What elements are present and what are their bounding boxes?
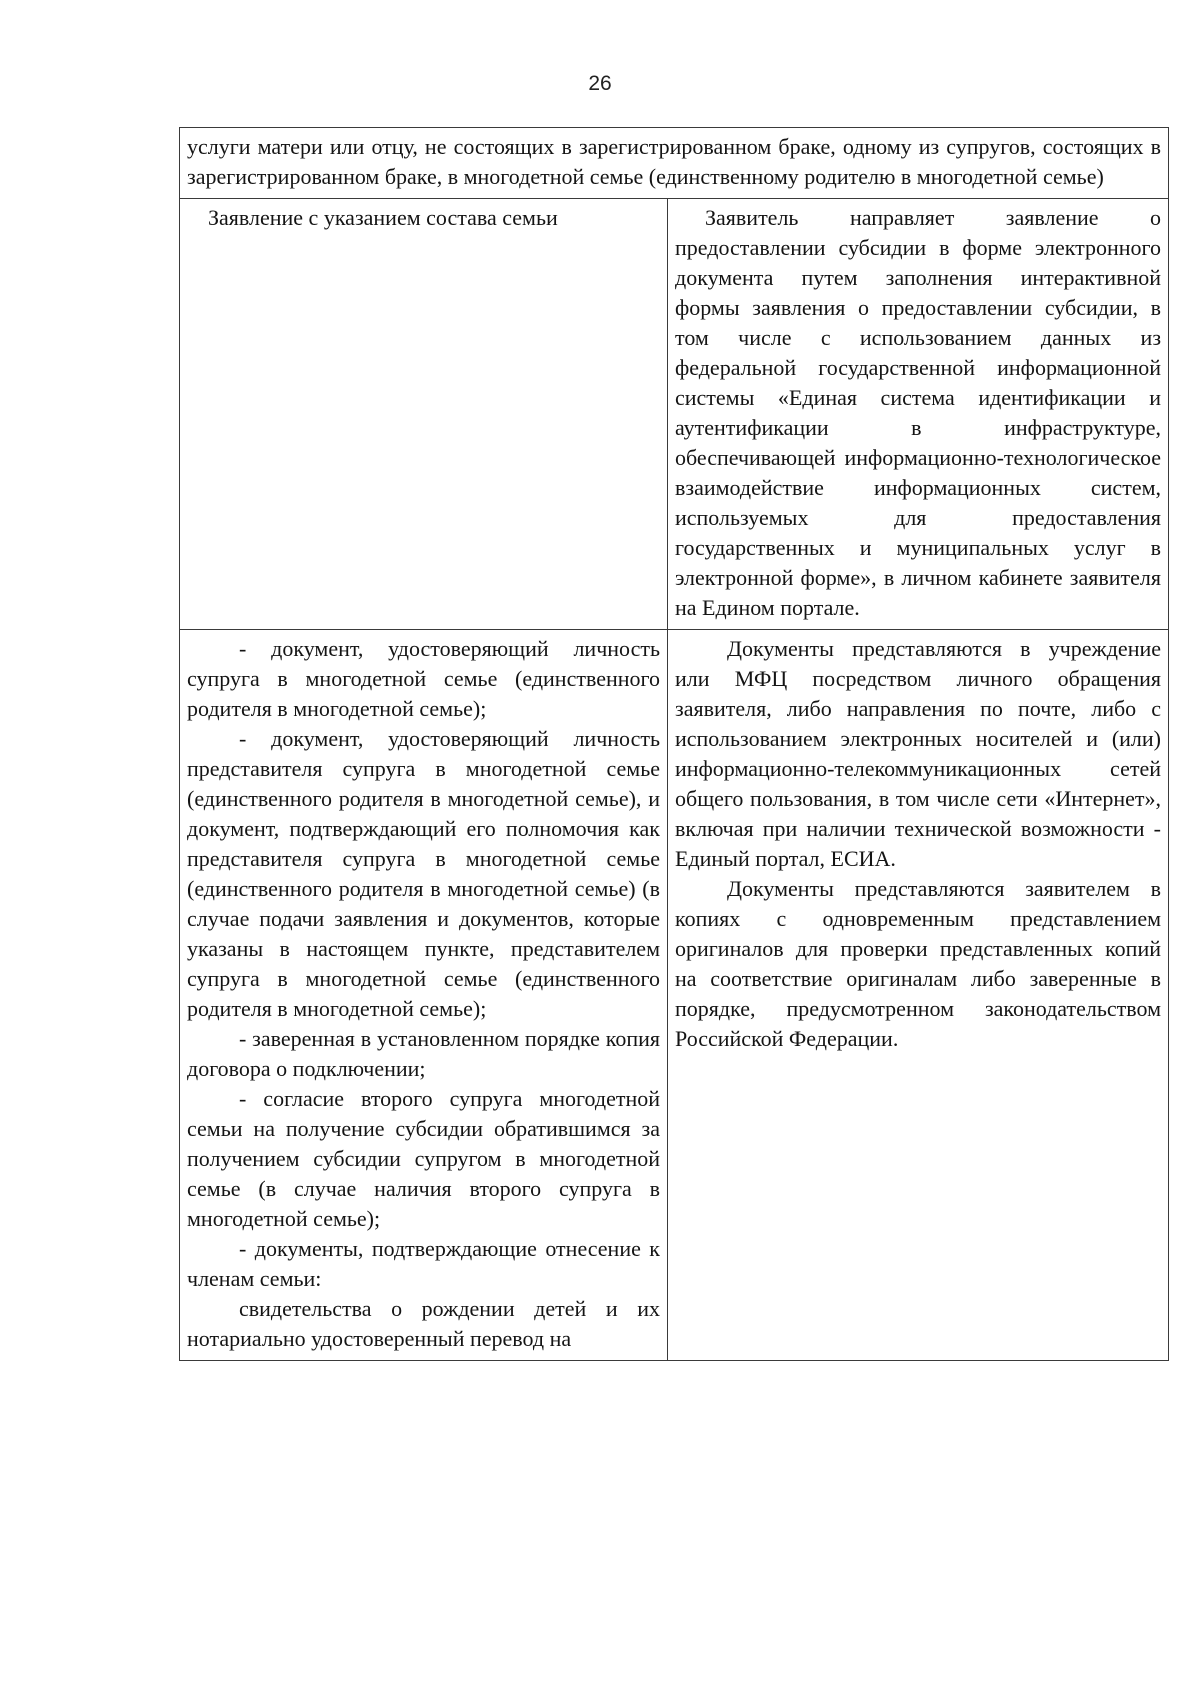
document-table <box>179 127 1169 1361</box>
statement-left-cell <box>180 199 668 630</box>
table-row-header <box>180 128 1169 199</box>
document-item: свидетельства о рождении детей и их нотариально удостоверенный перевод на <box>187 1296 660 1351</box>
document-item: - документ, удостоверяющий личность представителя супруга в многодетной семье (единственного родителя в многодетной семье), и документ, подтверждающий его полномочия как представителя супруга в многодетной семье (единственного родителя в многодетной семье) (в случае подачи заявления и документов, которые указаны в настоящем пункте, представителем супруга в многодетной семье (единственного родителя в многодетной семье); <box>187 726 660 1021</box>
documents-left-cell <box>180 630 668 1361</box>
table-row-statement <box>180 199 1169 630</box>
documents-right-cell <box>668 630 1169 1361</box>
statement-title: Заявление с указанием состава семьи <box>208 205 558 230</box>
page-number: 26 <box>588 72 612 95</box>
submission-paragraph: Документы представляются в учреждение или МФЦ посредством личного обращения заявителя, либо направления по почте, либо с использованием электронных носителей и (или) информационно-телекоммуникационных сетей общего пользования, в том числе сети «Интернет», включая при наличии технической возможности - Единый портал, ЕСИА. <box>675 636 1162 871</box>
document-item: - документ, удостоверяющий личность супруга в многодетной семье (единственного родителя в многодетной семье); <box>187 636 660 721</box>
header-cell <box>180 128 1169 199</box>
submission-paragraph: Документы представляются заявителем в копиях с одновременным представлением оригиналов для проверки представленных копий на соответствие оригиналам либо заверенные в порядке, предусмотренном законодательством Российской Федерации. <box>675 876 1162 1051</box>
table-row-documents <box>180 630 1169 1361</box>
document-item: - согласие второго супруга многодетной семьи на получение субсидии обратившимся за получением субсидии супругом в многодетной семье (в случае наличия второго супруга в многодетной семье); <box>187 1086 660 1231</box>
header-text: услуги матери или отцу, не состоящих в зарегистрированном браке, одному из супругов, состоящих в зарегистрированном браке, в многодетной семье (единственному родителю в многодетной семье) <box>187 134 1162 189</box>
document-item: - заверенная в установленном порядке копия договора о подключении; <box>187 1026 660 1081</box>
document-item: - документы, подтверждающие отнесение к членам семьи: <box>187 1236 660 1291</box>
statement-description: Заявитель направляет заявление о предоставлении субсидии в форме электронного документа путем заполнения интерактивной формы заявления о предоставлении субсидии, в том числе с использованием данных из федеральной государственной информационной системы «Единая система идентификации и аутентификации в инфраструктуре, обеспечивающей информационно-технологическое взаимодействие информационных систем, используемых для предоставления государственных и муниципальных услуг в электронной форме», в личном кабинете заявителя на Едином портале. <box>675 205 1162 620</box>
statement-right-cell <box>668 199 1169 630</box>
